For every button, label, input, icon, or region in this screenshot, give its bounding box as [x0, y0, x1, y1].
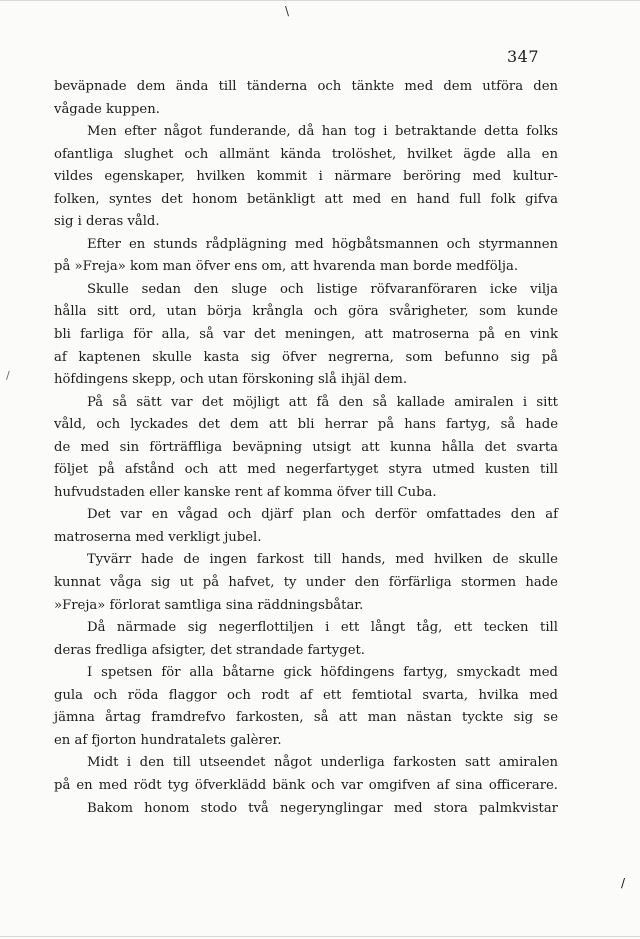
text-line: På så sätt var det möjligt att få den så kallade amiralen i sitt	[87, 394, 558, 410]
text-line: följet på afstånd och att med negerfartyget styra utmed kusten till	[54, 462, 558, 478]
text-line: Då närmade sig negerflottiljen i ett långt tåg, ett tecken till	[87, 620, 558, 636]
page-number: 347	[507, 47, 540, 66]
text-line: beväpnade dem ända till tänderna och tänkte med dem utföra den	[54, 79, 558, 94]
text-line: folken, syntes det honom betänkligt att med en hand full folk gifva	[54, 191, 558, 207]
text-line: hålla sitt ord, utan börja krångla och göra svårigheter, som kunde	[54, 304, 558, 320]
text-line: vildes egenskaper, hvilken kommit i närmare beröring med kultur-	[54, 169, 558, 185]
top-scan-mark: \	[285, 4, 290, 18]
scan-edge-bottom	[0, 936, 640, 937]
text-line: gula och röda flaggor och rodt af ett femtiotal svarta, hvilka med	[54, 687, 558, 703]
text-line: deras fredliga afsigter, det strandade fartyget.	[54, 642, 365, 658]
text-line: kunnat våga sig ut på hafvet, ty under den förfärliga stormen hade	[54, 575, 558, 591]
text-line: hufvudstaden eller kanske rent af komma öfver till Cuba.	[54, 484, 437, 500]
text-line: på »Freja» kom man öfver ens om, att hvarenda man borde medfölja.	[54, 259, 519, 275]
text-line: höfdingens skepp, och utan förskoning slå ihjäl dem.	[54, 372, 408, 388]
text-line: Efter en stunds rådplägning med högbåtsmannen och styrmannen	[87, 236, 558, 252]
right-margin-mark: /	[621, 876, 626, 890]
text-line: Men efter något funderande, då han tog i betraktande detta folks	[87, 124, 558, 140]
text-line: af kaptenen skulle kasta sig öfver negrerna, som befunno sig på	[54, 349, 558, 365]
text-line: Det var en vågad och djärf plan och derför omfattades den af	[87, 507, 558, 523]
text-line: en af fjorton hundratalets galèrer.	[54, 732, 282, 748]
text-line: Skulle sedan den sluge och listige röfvaranföraren icke vilja	[87, 281, 558, 297]
text-line: Tyvärr hade de ingen farkost till hands, med hvilken de skulle	[87, 552, 558, 568]
scan-edge-top	[0, 0, 640, 1]
text-line: de med sin förträffliga beväpning utsigt att kunna hålla det svarta	[54, 439, 558, 455]
text-line: på en med rödt tyg öfverklädd bänk och var omgifven af sina officerare.	[54, 777, 558, 793]
left-margin-mark: /	[6, 369, 10, 382]
text-line: Bakom honom stodo två negerynglingar med stora palmkvistar	[87, 800, 558, 816]
text-line: matroserna med verkligt jubel.	[54, 529, 262, 545]
text-line: sig i deras våld.	[54, 214, 160, 230]
text-line: våld, och lyckades det dem att bli herrar på hans fartyg, så hade	[54, 417, 558, 433]
text-line: ofantliga slughet och allmänt kända trolöshet, hvilket ägde alla en	[54, 146, 558, 162]
text-line: jämna årtag framdrefvo farkosten, så att man nästan tyckte sig se	[54, 710, 558, 726]
text-line: bli farliga för alla, så var det meningen, att matroserna på en vink	[54, 327, 558, 343]
text-line: »Freja» förlorat samtliga sina räddningsbåtar.	[54, 597, 364, 613]
text-line: Midt i den till utseendet något underliga farkosten satt amiralen	[87, 755, 558, 771]
text-line: I spetsen för alla båtarne gick höfdingens fartyg, smyckadt med	[87, 665, 558, 681]
body-text	[54, 76, 558, 820]
text-line: vågade kuppen.	[54, 101, 160, 117]
